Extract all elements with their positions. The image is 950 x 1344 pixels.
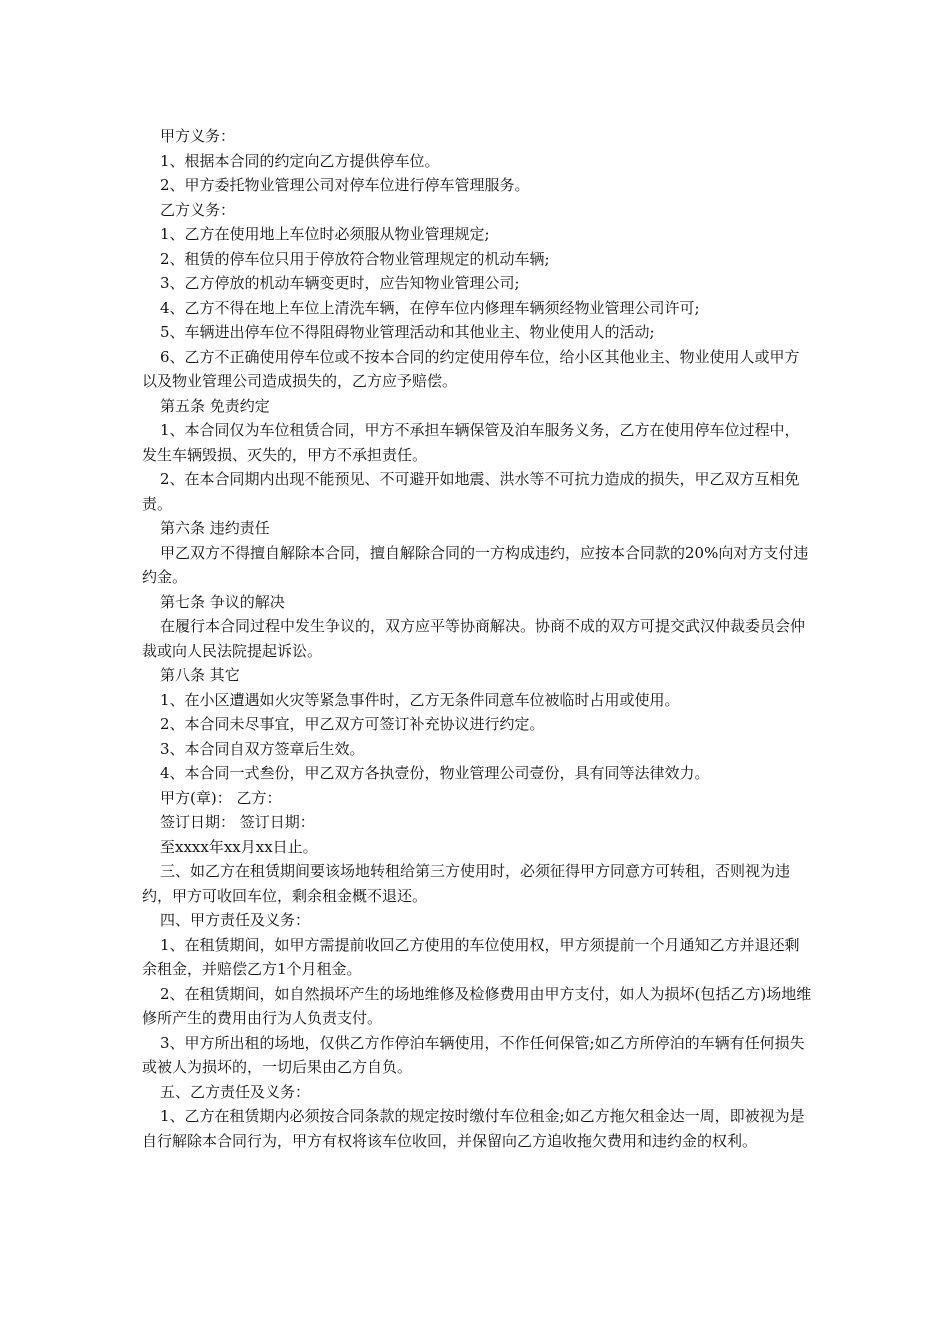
document-body [142, 124, 812, 1153]
section-heading-article-7: 第七条 争议的解决 [160, 592, 285, 611]
paragraph: 2、甲方委托物业管理公司对停车位进行停车管理服务。 [160, 176, 530, 194]
paragraph: 3、乙方停放的机动车辆变更时，应告知物业管理公司; [160, 274, 520, 292]
paragraph: 2、在本合同期内出现不能预见、不可避开如地震、洪水等不可抗力造成的损失，甲乙双方互相免责。 [142, 470, 800, 513]
paragraph: 6、乙方不正确使用停车位或不按本合同的约定使用停车位，给小区其他业主、物业使用人或甲方以及物业管理公司造成损失的，乙方应予赔偿。 [142, 347, 800, 390]
paragraph-party-b-obligations-heading: 乙方义务： [160, 200, 236, 219]
section-heading-article-6: 第六条 违约责任 [160, 519, 270, 537]
paragraph: 4、本合同一式叁份，甲乙双方各执壹份，物业管理公司壹份，具有同等法律效力。 [160, 764, 710, 782]
paragraph-party-a-obligations-heading: 甲方义务： [160, 127, 236, 145]
paragraph: 1、乙方在租赁期内必须按合同条款的规定按时缴付车位租金;如乙方拖欠租金达一周，即被视为是自行解除本合同行为，甲方有权将该车位收回，并保留向乙方追收拖欠费用和违约金的权利。 [142, 1107, 805, 1150]
paragraph: 至xxxx年xx月xx日止。 [160, 837, 318, 856]
paragraph: 2、在租赁期间，如自然损坏产生的场地维修及检修费用由甲方支付，如人为损坏(包括乙方)场地维修所产生的费用由行为人负责支付。 [142, 984, 812, 1027]
paragraph: 3、本合同自双方签章后生效。 [160, 739, 365, 758]
signing-date-line: 签订日期： 签订日期： [160, 813, 315, 831]
paragraph: 甲乙双方不得擅自解除本合同，擅自解除合同的一方构成违约，应按本合同款的20%向对方支付违约金。 [142, 543, 809, 586]
paragraph: 1、乙方在使用地上车位时必须服从物业管理规定; [160, 225, 490, 243]
paragraph: 三、如乙方在租赁期间要该场地转租给第三方使用时，必须征得甲方同意方可转租，否则视为违约，甲方可收回车位，剩余租金概不退还。 [142, 862, 791, 905]
paragraph: 1、根据本合同的约定向乙方提供停车位。 [160, 151, 440, 170]
paragraph: 在履行本合同过程中发生争议的，双方应平等协商解决。协商不成的双方可提交武汉仲裁委员会仲裁或向人民法院提起诉讼。 [142, 617, 806, 660]
paragraph: 1、在租赁期间，如甲方需提前收回乙方使用的车位使用权，甲方须提前一个月通知乙方并退还剩余租金，并赔偿乙方1个月租金。 [142, 935, 800, 978]
paragraph: 5、车辆进出停车位不得阻碍物业管理活动和其他业主、物业使用人的活动; [160, 323, 655, 341]
paragraph: 2、本合同未尽事宜，甲乙双方可签订补充协议进行约定。 [160, 715, 545, 733]
section-heading-article-8: 第八条 其它 [160, 666, 240, 684]
signature-line: 甲方(章)： 乙方： [160, 788, 282, 807]
paragraph: 2、租赁的停车位只用于停放符合物业管理规定的机动车辆; [160, 249, 550, 268]
section-heading-party-b-duties: 五、乙方责任及义务： [160, 1082, 311, 1101]
paragraph: 1、本合同仅为车位租赁合同，甲方不承担车辆保管及泊车服务义务，乙方在使用停车位过程中，发生车辆毁损、灭失的，甲方不承担责任。 [142, 421, 800, 464]
paragraph: 4、乙方不得在地上车位上清洗车辆，在停车位内修理车辆须经物业管理公司许可; [160, 298, 700, 317]
paragraph: 1、在小区遭遇如火灾等紧急事件时，乙方无条件同意车位被临时占用或使用。 [160, 690, 680, 709]
section-heading-party-a-duties: 四、甲方责任及义务： [160, 911, 311, 929]
paragraph: 3、甲方所出租的场地，仅供乙方作停泊车辆使用，不作任何保管;如乙方所停泊的车辆有任何损失或被人为损坏的，一切后果由乙方自负。 [142, 1033, 805, 1076]
section-heading-article-5: 第五条 免责约定 [160, 396, 270, 415]
